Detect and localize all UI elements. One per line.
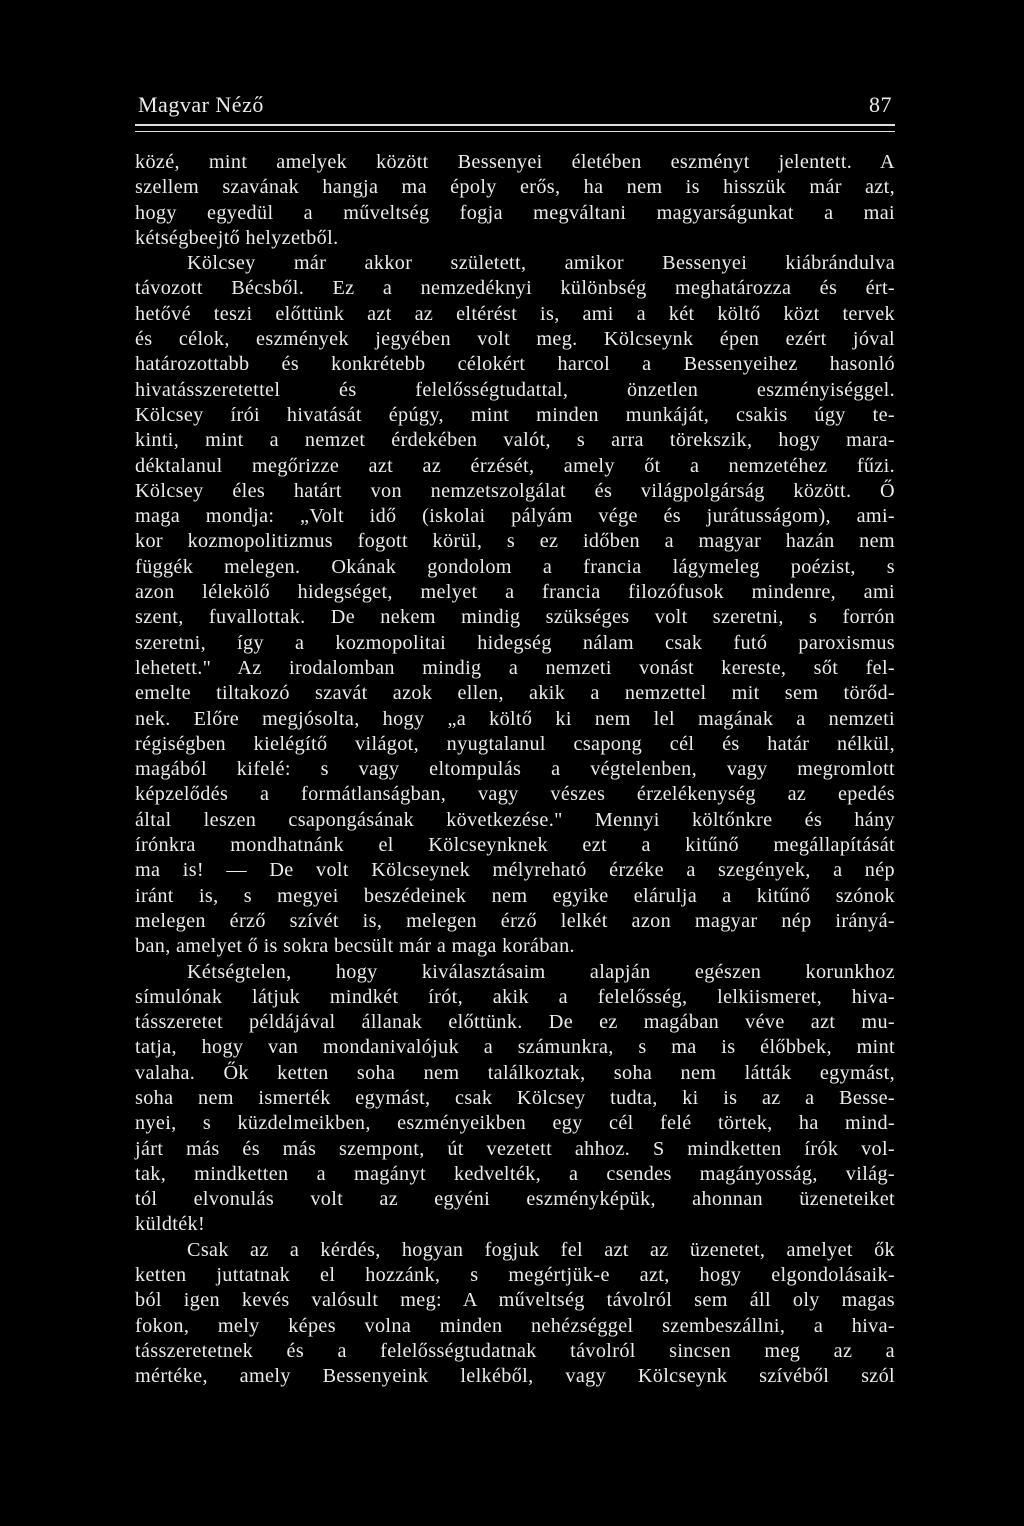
text-line: azon lélekölő hidegséget, melyet a francia filozófusok mindenre, ami: [135, 581, 895, 604]
text-line: képzelődés a formátlanságban, vagy vészes érzelékenység az epedés: [135, 783, 895, 806]
text-line: tásszeretetnek és a felelősségtudatnak távolról sincsen meg az a: [135, 1339, 895, 1362]
text-line: szent, fuvallottak. De nekem mindig szükséges volt szeretni, s forrón: [135, 606, 895, 629]
text-line: símulónak látjuk mindkét írót, akik a felelősség, lelkiismeret, hiva-: [135, 985, 895, 1008]
text-line: maga mondja: „Volt idő (iskolai pályám vége és jurátusságom), ami-: [135, 505, 895, 528]
text-line: nek. Előre megjósolta, hogy „a költő ki nem lel magának a nemzeti: [135, 707, 895, 730]
text-line: nyei, s küzdelmeikben, eszményeikben egy cél felé törtek, ha mind-: [135, 1112, 895, 1135]
text-line: tak, mindketten a magányt kedvelték, a csendes magányosság, világ-: [135, 1162, 895, 1185]
body-text: [135, 150, 895, 1390]
text-line: járt más és más szempont, út vezetett ahhoz. S mindketten írók vol-: [135, 1137, 895, 1160]
page-number: 87: [869, 92, 892, 117]
text-line: kinti, mint a nemzet érdekében valót, s arra törekszik, hogy mara-: [135, 429, 895, 452]
text-line: Kölcsey éles határt von nemzetszolgálat és világpolgárság között. Ő: [135, 479, 895, 502]
text-line: hogy egyedül a műveltség fogja megváltani magyarságunkat a mai: [135, 201, 895, 224]
journal-title: Magvar Néző: [138, 92, 264, 117]
text-line: kor kozmopolitizmus fogott körül, s ez időben a magyar hazán nem: [135, 530, 895, 553]
text-line: Kétségtelen, hogy kiválasztásaim alapján egészen korunkhoz: [187, 960, 895, 983]
text-line: Kölcsey írói hivatását épúgy, mint minden munkáját, csakis úgy te-: [135, 403, 895, 426]
text-line: Kölcsey már akkor született, amikor Bessenyei kiábrándulva: [187, 252, 895, 275]
text-line: tásszeretet példájával állanak előttünk. De ez magában véve azt mu-: [135, 1011, 895, 1034]
text-line: és célok, eszmények jegyében volt meg. Kölcseynk épen ezért jóval: [135, 328, 895, 351]
text-line: melegen érző szívét is, melegen érző lelkét azon magyar nép irányá-: [135, 909, 895, 932]
text-line: soha nem ismerték egymást, csak Kölcsey tudta, ki is az a Besse-: [135, 1086, 895, 1109]
text-line: iránt is, s megyei beszédeinek nem egyike elárulja a kitűnő szónok: [135, 884, 895, 907]
text-line: kétségbeejtő helyzetből.: [135, 226, 339, 249]
text-line: ból igen kevés valósult meg: A műveltség távolról sem áll oly magas: [135, 1289, 895, 1312]
text-line: távozott Bécsből. Ez a nemzedéknyi különbség meghatározza és ért-: [135, 277, 895, 300]
text-line: Csak az a kérdés, hogyan fogjuk fel azt az üzenetet, amelyet ők: [187, 1238, 895, 1261]
text-line: hetővé teszi előttünk azt az eltérést is, ami a két költő közt tervek: [135, 302, 895, 325]
text-line: ma is! — De volt Kölcseynek mélyreható érzéke a szegények, a nép: [135, 859, 895, 882]
text-line: magából kifelé: s vagy eltompulás a végtelenben, vagy megromlott: [135, 758, 895, 781]
text-line: valaha. Ők ketten soha nem találkoztak, soha nem látták egymást,: [135, 1061, 895, 1084]
text-line: ketten juttatnak el hozzánk, s megértjük-e azt, hogy elgondolásaik-: [135, 1264, 895, 1287]
text-line: ban, amelyet ő is sokra becsült már a maga korában.: [135, 935, 575, 958]
text-line: függék melegen. Okának gondolom a francia lágymeleg poézist, s: [135, 555, 895, 578]
text-line: szellem szavának hangja ma époly erős, ha nem is hisszük már azt,: [135, 176, 895, 199]
text-line: lehetett." Az irodalomban mindig a nemzeti vonást kereste, sőt fel-: [135, 656, 895, 679]
running-header: [135, 92, 895, 120]
text-line: határozottabb és konkrétebb célokért harcol a Bessenyeihez hasonló: [135, 353, 895, 376]
header-rule: [135, 124, 895, 132]
text-line: emelte tiltakozó szavát azok ellen, akik a nemzettel mit sem törőd-: [135, 682, 895, 705]
text-line: írónkra mondhatnánk el Kölcseynknek ezt a kitűnő megállapítását: [135, 834, 895, 857]
text-line: által leszen csapongásának következése." Mennyi költőnkre és hány: [135, 808, 895, 831]
text-line: hivatásszeretettel és felelősségtudattal, önzetlen eszményiséggel.: [135, 378, 895, 401]
text-line: fokon, mely képes volna minden nehézséggel szembeszállni, a hiva-: [135, 1314, 895, 1337]
text-line: közé, mint amelyek között Bessenyei életében eszményt jelentett. A: [135, 151, 895, 173]
text-line: déktalanul megőrizze azt az érzését, amely őt a nemzetéhez fűzi.: [135, 454, 895, 477]
text-line: szeretni, így a kozmopolitai hidegség nálam csak futó paroxismus: [135, 631, 895, 654]
text-line: tól elvonulás volt az egyéni eszményképük, ahonnan üzeneteiket: [135, 1188, 895, 1211]
text-line: mértéke, amely Bessenyeink lelkéből, vagy Kölcseynk szívéből szól: [135, 1365, 895, 1388]
text-line: tatja, hogy van mondanivalójuk a számunkra, s ma is élőbbek, mint: [135, 1036, 895, 1059]
book-page: [135, 92, 895, 1388]
text-line: régiségben kielégítő világot, nyugtalanul csapong cél és határ nélkül,: [135, 732, 895, 755]
text-line: küldték!: [135, 1213, 206, 1236]
